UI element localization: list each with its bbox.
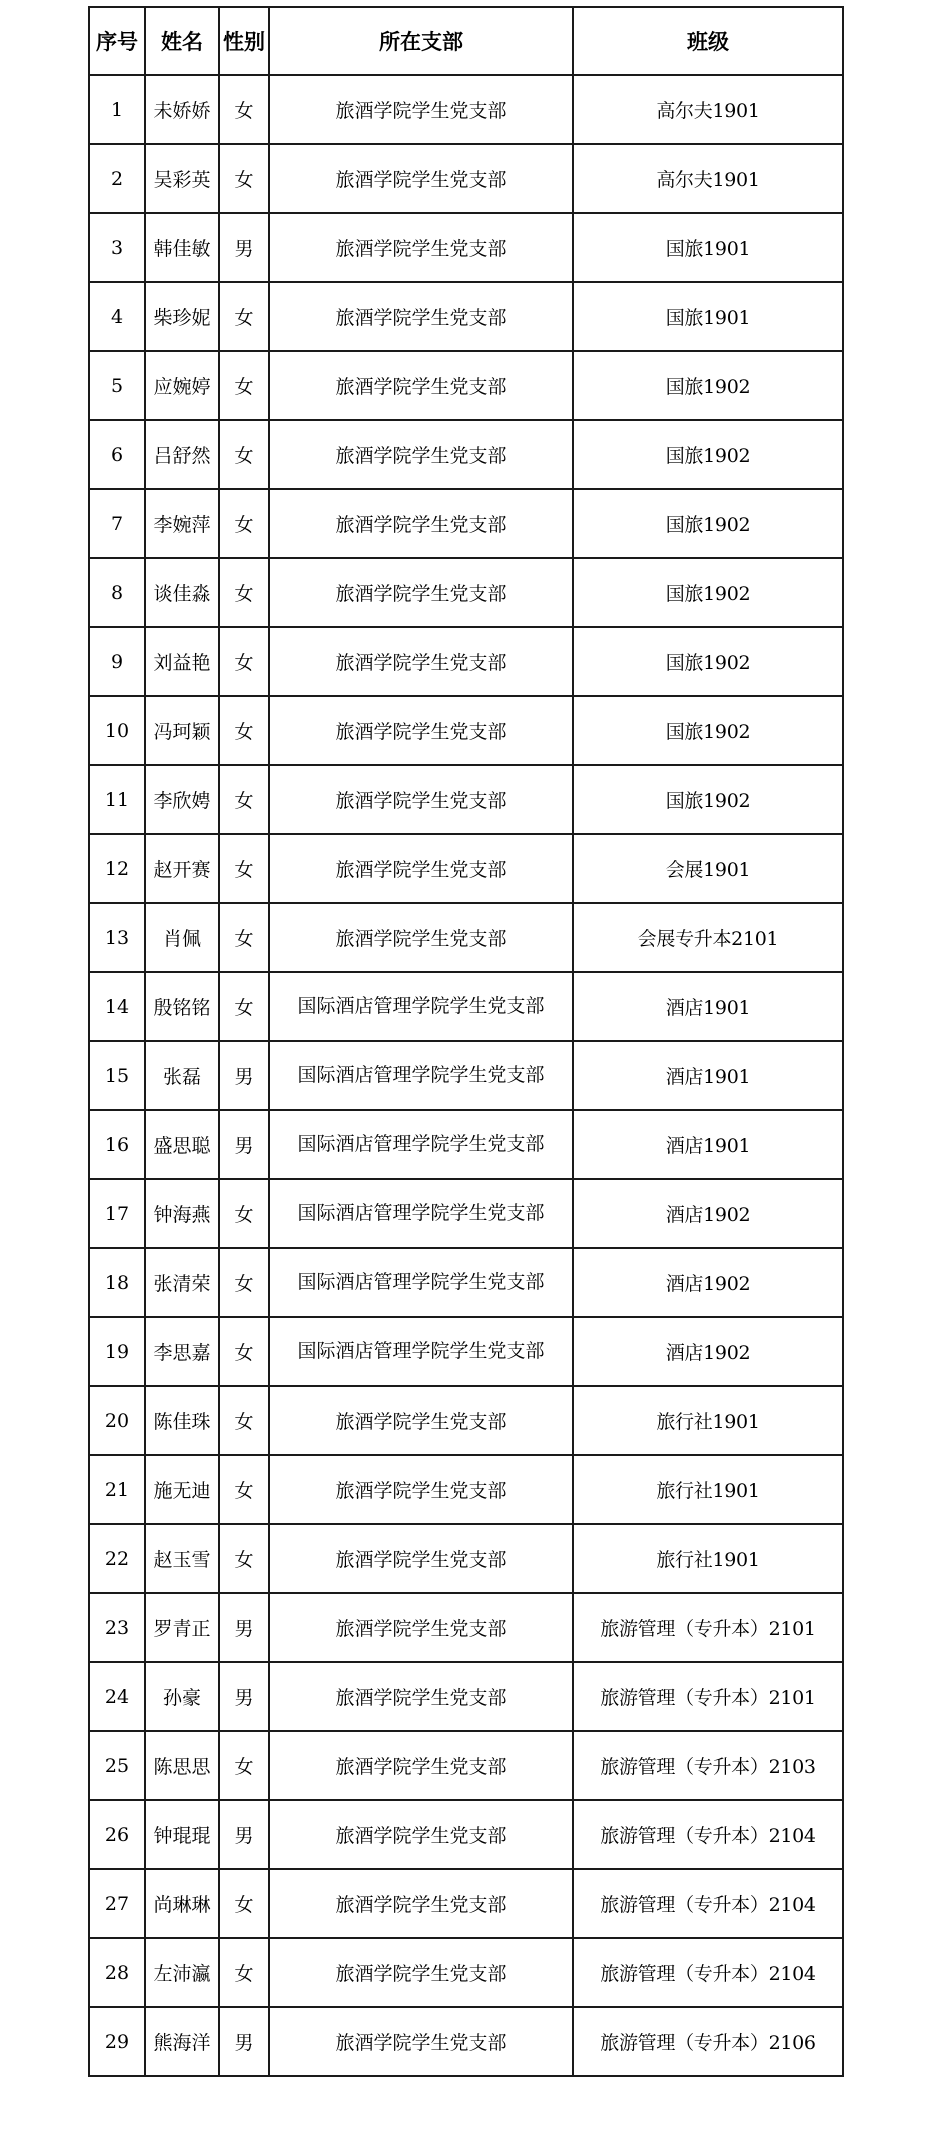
cell-branch: 旅酒学院学生党支部 [269, 1386, 573, 1455]
cell-class: 酒店1902 [573, 1179, 843, 1248]
cell-class: 旅游管理（专升本）2104 [573, 1800, 843, 1869]
table-header-row [89, 7, 843, 75]
cell-index: 11 [89, 765, 145, 834]
cell-gender: 男 [219, 1662, 269, 1731]
cell-index: 13 [89, 903, 145, 972]
cell-name: 熊海洋 [145, 2007, 219, 2076]
cell-branch: 国际酒店管理学院学生党支部 [269, 1179, 573, 1248]
table-row [89, 903, 843, 972]
table-row [89, 1041, 843, 1110]
cell-gender: 女 [219, 834, 269, 903]
cell-branch: 旅酒学院学生党支部 [269, 1593, 573, 1662]
cell-class: 会展1901 [573, 834, 843, 903]
cell-gender: 男 [219, 1800, 269, 1869]
table-row [89, 765, 843, 834]
cell-gender: 女 [219, 1248, 269, 1317]
cell-class: 旅游管理（专升本）2106 [573, 2007, 843, 2076]
table-row [89, 2007, 843, 2076]
cell-name: 应婉婷 [145, 351, 219, 420]
header-index: 序号 [89, 7, 145, 75]
header-branch: 所在支部 [269, 7, 573, 75]
cell-index: 22 [89, 1524, 145, 1593]
cell-gender: 女 [219, 351, 269, 420]
cell-branch: 国际酒店管理学院学生党支部 [269, 1041, 573, 1110]
cell-gender: 女 [219, 1455, 269, 1524]
table-row [89, 1662, 843, 1731]
cell-index: 7 [89, 489, 145, 558]
cell-branch: 旅酒学院学生党支部 [269, 1938, 573, 2007]
cell-index: 3 [89, 213, 145, 282]
cell-class: 旅游管理（专升本）2103 [573, 1731, 843, 1800]
cell-name: 柴珍妮 [145, 282, 219, 351]
cell-index: 6 [89, 420, 145, 489]
cell-name: 盛思聪 [145, 1110, 219, 1179]
cell-index: 9 [89, 627, 145, 696]
cell-index: 15 [89, 1041, 145, 1110]
cell-gender: 女 [219, 627, 269, 696]
cell-gender: 女 [219, 972, 269, 1041]
cell-index: 14 [89, 972, 145, 1041]
cell-class: 国旅1902 [573, 696, 843, 765]
cell-name: 李思嘉 [145, 1317, 219, 1386]
cell-gender: 女 [219, 1386, 269, 1455]
cell-gender: 女 [219, 1179, 269, 1248]
table-row [89, 627, 843, 696]
cell-name: 赵开赛 [145, 834, 219, 903]
cell-gender: 男 [219, 2007, 269, 2076]
cell-gender: 女 [219, 75, 269, 144]
cell-name: 刘益艳 [145, 627, 219, 696]
cell-index: 16 [89, 1110, 145, 1179]
cell-gender: 男 [219, 213, 269, 282]
cell-index: 12 [89, 834, 145, 903]
table-row [89, 75, 843, 144]
cell-class: 国旅1901 [573, 213, 843, 282]
cell-class: 旅游管理（专升本）2104 [573, 1869, 843, 1938]
cell-branch: 旅酒学院学生党支部 [269, 2007, 573, 2076]
cell-branch: 旅酒学院学生党支部 [269, 558, 573, 627]
cell-branch: 旅酒学院学生党支部 [269, 144, 573, 213]
cell-class: 旅游管理（专升本）2104 [573, 1938, 843, 2007]
header-name: 姓名 [145, 7, 219, 75]
cell-gender: 女 [219, 1869, 269, 1938]
cell-branch: 旅酒学院学生党支部 [269, 75, 573, 144]
table-row [89, 213, 843, 282]
cell-class: 国旅1902 [573, 489, 843, 558]
cell-branch: 旅酒学院学生党支部 [269, 765, 573, 834]
table-row [89, 1248, 843, 1317]
cell-index: 4 [89, 282, 145, 351]
table-row [89, 1593, 843, 1662]
table-row [89, 1179, 843, 1248]
cell-class: 旅行社1901 [573, 1455, 843, 1524]
cell-index: 26 [89, 1800, 145, 1869]
cell-index: 28 [89, 1938, 145, 2007]
cell-index: 8 [89, 558, 145, 627]
cell-gender: 女 [219, 696, 269, 765]
cell-branch: 国际酒店管理学院学生党支部 [269, 1317, 573, 1386]
table-row [89, 420, 843, 489]
cell-gender: 男 [219, 1593, 269, 1662]
cell-name: 李欣娉 [145, 765, 219, 834]
table-row [89, 1869, 843, 1938]
cell-class: 会展专升本2101 [573, 903, 843, 972]
cell-class: 高尔夫1901 [573, 75, 843, 144]
cell-gender: 女 [219, 489, 269, 558]
cell-gender: 女 [219, 1317, 269, 1386]
cell-gender: 女 [219, 558, 269, 627]
cell-name: 李婉萍 [145, 489, 219, 558]
cell-name: 陈佳珠 [145, 1386, 219, 1455]
cell-name: 左沛瀛 [145, 1938, 219, 2007]
cell-class: 国旅1902 [573, 558, 843, 627]
cell-name: 肖佩 [145, 903, 219, 972]
table-row [89, 1731, 843, 1800]
cell-name: 张磊 [145, 1041, 219, 1110]
cell-branch: 国际酒店管理学院学生党支部 [269, 1248, 573, 1317]
cell-class: 旅游管理（专升本）2101 [573, 1662, 843, 1731]
cell-branch: 旅酒学院学生党支部 [269, 1455, 573, 1524]
cell-class: 国旅1902 [573, 765, 843, 834]
cell-index: 24 [89, 1662, 145, 1731]
cell-name: 陈思思 [145, 1731, 219, 1800]
cell-class: 酒店1901 [573, 972, 843, 1041]
header-class: 班级 [573, 7, 843, 75]
cell-branch: 旅酒学院学生党支部 [269, 213, 573, 282]
cell-branch: 旅酒学院学生党支部 [269, 834, 573, 903]
cell-class: 酒店1901 [573, 1110, 843, 1179]
cell-index: 25 [89, 1731, 145, 1800]
cell-name: 吴彩英 [145, 144, 219, 213]
cell-name: 钟琨琨 [145, 1800, 219, 1869]
cell-branch: 旅酒学院学生党支部 [269, 489, 573, 558]
cell-branch: 国际酒店管理学院学生党支部 [269, 972, 573, 1041]
cell-name: 钟海燕 [145, 1179, 219, 1248]
cell-index: 18 [89, 1248, 145, 1317]
cell-branch: 旅酒学院学生党支部 [269, 1731, 573, 1800]
cell-index: 21 [89, 1455, 145, 1524]
cell-class: 国旅1902 [573, 351, 843, 420]
cell-name: 未娇娇 [145, 75, 219, 144]
cell-class: 酒店1902 [573, 1317, 843, 1386]
cell-index: 23 [89, 1593, 145, 1662]
cell-name: 孙豪 [145, 1662, 219, 1731]
cell-name: 吕舒然 [145, 420, 219, 489]
cell-branch: 国际酒店管理学院学生党支部 [269, 1110, 573, 1179]
cell-class: 高尔夫1901 [573, 144, 843, 213]
table-row [89, 1110, 843, 1179]
table-row [89, 1455, 843, 1524]
cell-name: 尚琳琳 [145, 1869, 219, 1938]
header-gender: 性别 [219, 7, 269, 75]
table-row [89, 834, 843, 903]
cell-index: 19 [89, 1317, 145, 1386]
table-row [89, 558, 843, 627]
table-row [89, 489, 843, 558]
cell-name: 施无迪 [145, 1455, 219, 1524]
cell-class: 国旅1902 [573, 627, 843, 696]
cell-class: 酒店1901 [573, 1041, 843, 1110]
table-row [89, 1524, 843, 1593]
cell-gender: 女 [219, 282, 269, 351]
cell-name: 谈佳淼 [145, 558, 219, 627]
cell-gender: 女 [219, 420, 269, 489]
cell-branch: 旅酒学院学生党支部 [269, 420, 573, 489]
member-roster-table [88, 6, 844, 2077]
cell-class: 旅行社1901 [573, 1386, 843, 1455]
cell-gender: 女 [219, 1524, 269, 1593]
cell-name: 韩佳敏 [145, 213, 219, 282]
table-body [89, 75, 843, 2076]
table-row [89, 144, 843, 213]
cell-name: 赵玉雪 [145, 1524, 219, 1593]
cell-class: 酒店1902 [573, 1248, 843, 1317]
cell-index: 2 [89, 144, 145, 213]
cell-class: 国旅1902 [573, 420, 843, 489]
table-row [89, 1386, 843, 1455]
table-row [89, 1317, 843, 1386]
cell-branch: 旅酒学院学生党支部 [269, 1524, 573, 1593]
cell-branch: 旅酒学院学生党支部 [269, 627, 573, 696]
cell-class: 旅行社1901 [573, 1524, 843, 1593]
cell-name: 殷铭铭 [145, 972, 219, 1041]
cell-gender: 女 [219, 1731, 269, 1800]
table-row [89, 1800, 843, 1869]
cell-name: 张清荣 [145, 1248, 219, 1317]
cell-branch: 旅酒学院学生党支部 [269, 1800, 573, 1869]
cell-gender: 女 [219, 903, 269, 972]
cell-index: 10 [89, 696, 145, 765]
table-row [89, 282, 843, 351]
cell-branch: 旅酒学院学生党支部 [269, 903, 573, 972]
cell-index: 27 [89, 1869, 145, 1938]
table-row [89, 351, 843, 420]
cell-class: 国旅1901 [573, 282, 843, 351]
cell-gender: 女 [219, 765, 269, 834]
cell-branch: 旅酒学院学生党支部 [269, 282, 573, 351]
cell-index: 1 [89, 75, 145, 144]
cell-branch: 旅酒学院学生党支部 [269, 696, 573, 765]
cell-index: 17 [89, 1179, 145, 1248]
cell-name: 冯珂颖 [145, 696, 219, 765]
cell-class: 旅游管理（专升本）2101 [573, 1593, 843, 1662]
cell-index: 5 [89, 351, 145, 420]
cell-gender: 女 [219, 144, 269, 213]
table-row [89, 1938, 843, 2007]
cell-branch: 旅酒学院学生党支部 [269, 351, 573, 420]
cell-index: 20 [89, 1386, 145, 1455]
cell-branch: 旅酒学院学生党支部 [269, 1869, 573, 1938]
cell-branch: 旅酒学院学生党支部 [269, 1662, 573, 1731]
cell-name: 罗青正 [145, 1593, 219, 1662]
cell-index: 29 [89, 2007, 145, 2076]
cell-gender: 男 [219, 1041, 269, 1110]
table-row [89, 972, 843, 1041]
table-row [89, 696, 843, 765]
cell-gender: 女 [219, 1938, 269, 2007]
cell-gender: 男 [219, 1110, 269, 1179]
